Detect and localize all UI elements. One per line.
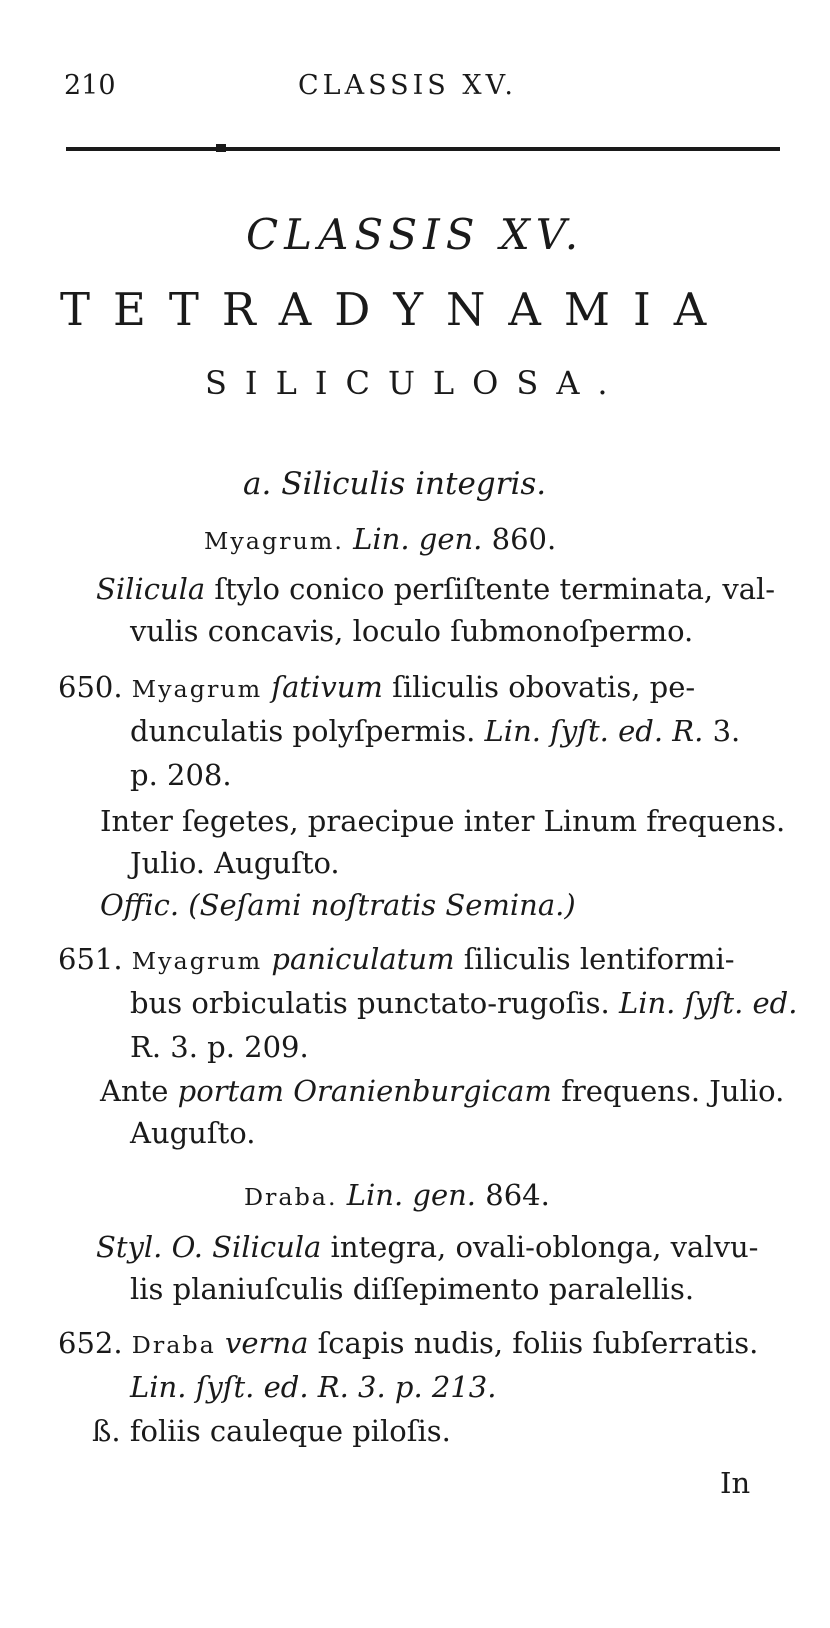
subtitle: SILICULOSA. [205,364,626,402]
habitat-word: frequens. [561,1074,701,1108]
species-entry-651 [58,942,735,976]
main-title: TETRADYNAMIA [60,283,730,336]
citation-line: Lin. ſyſt. ed. R. 3. p. 213. [130,1370,497,1404]
header-rule [66,147,780,151]
variety-text: foliis cauleque piloſis. [129,1414,451,1448]
style-note: Styl. O. [96,1230,203,1264]
diagnosis-cont: dunculatis polyſpermis. [130,714,476,748]
diagnosis-cont: bus orbiculatis punctato-rugoſis. [130,986,610,1020]
genus-ref: Lin. gen. [346,1178,477,1212]
species-epithet: paniculatum [271,942,455,976]
genus-heading-myagrum [204,522,556,556]
habitat-line: Julio. Auguſto. [130,846,340,880]
species-line [130,714,740,748]
genus-number: 860. [491,522,557,556]
species-line: R. 3. p. 209. [130,1030,309,1064]
citation-vol: 3. [712,714,741,748]
desc-italic: Silicula [212,1230,322,1264]
variety-line [92,1414,451,1448]
section-text: Siliculis integris. [281,466,547,502]
citation: Lin. ſyſt. ed. R. [484,714,704,748]
species-number: 650. [58,670,123,704]
running-title: CLASSIS XV. [298,70,517,101]
genus-description-line: vulis concavis, loculo ſubmonoſpermo. [130,614,694,648]
species-epithet: ſativum [271,670,383,704]
section-heading [243,466,546,502]
species-genus: Draba [131,1331,216,1359]
species-line [130,986,797,1020]
habitat-line: Auguſto. [130,1116,256,1150]
species-entry-652 [58,1326,758,1360]
species-diagnosis: ſcapis nudis, foliis ſubſerratis. [317,1326,759,1360]
genus-name: Myagrum. [204,527,344,555]
species-genus: Myagrum [131,675,263,703]
species-genus: Myagrum [131,947,263,975]
classis-title: CLASSIS XV. [246,210,585,259]
officinal-line: Offic. (Seſami noſtratis Semina.) [100,888,576,922]
species-diagnosis: ſiliculis lentiformi- [463,942,735,976]
species-number: 651. [58,942,123,976]
habitat-word: Ante [100,1074,169,1108]
genus-description-line [96,1230,758,1264]
habitat-month: Julio. [709,1074,785,1108]
habitat-line: Inter ſegetes, praecipue inter Linum frequens. [100,804,786,838]
genus-heading-draba [244,1178,550,1212]
catchword: In [720,1466,751,1500]
section-prefix: a. [243,466,272,502]
species-number: 652. [58,1326,123,1360]
genus-description-line: lis planiuſculis diſſepimento paralellis. [130,1272,695,1306]
genus-description-line [96,572,775,606]
desc-italic: Silicula [96,572,206,606]
species-entry-650 [58,670,695,704]
variety-mark: ß. [92,1414,121,1448]
desc-text: ſtylo conico perſiſtente terminata, val- [214,572,776,606]
habitat-line [100,1074,784,1108]
genus-ref: Lin. gen. [353,522,483,556]
habitat-place: portam Oranienburgicam [177,1074,552,1108]
species-diagnosis: ſiliculis obovatis, pe- [392,670,696,704]
species-epithet: verna [224,1326,309,1360]
page-number: 210 [64,70,116,101]
desc-text: integra, ovali-oblonga, valvu- [330,1230,759,1264]
species-line: p. 208. [130,758,232,792]
citation: Lin. ſyſt. ed. [618,986,798,1020]
genus-name: Draba. [244,1183,338,1211]
genus-number: 864. [485,1178,550,1212]
